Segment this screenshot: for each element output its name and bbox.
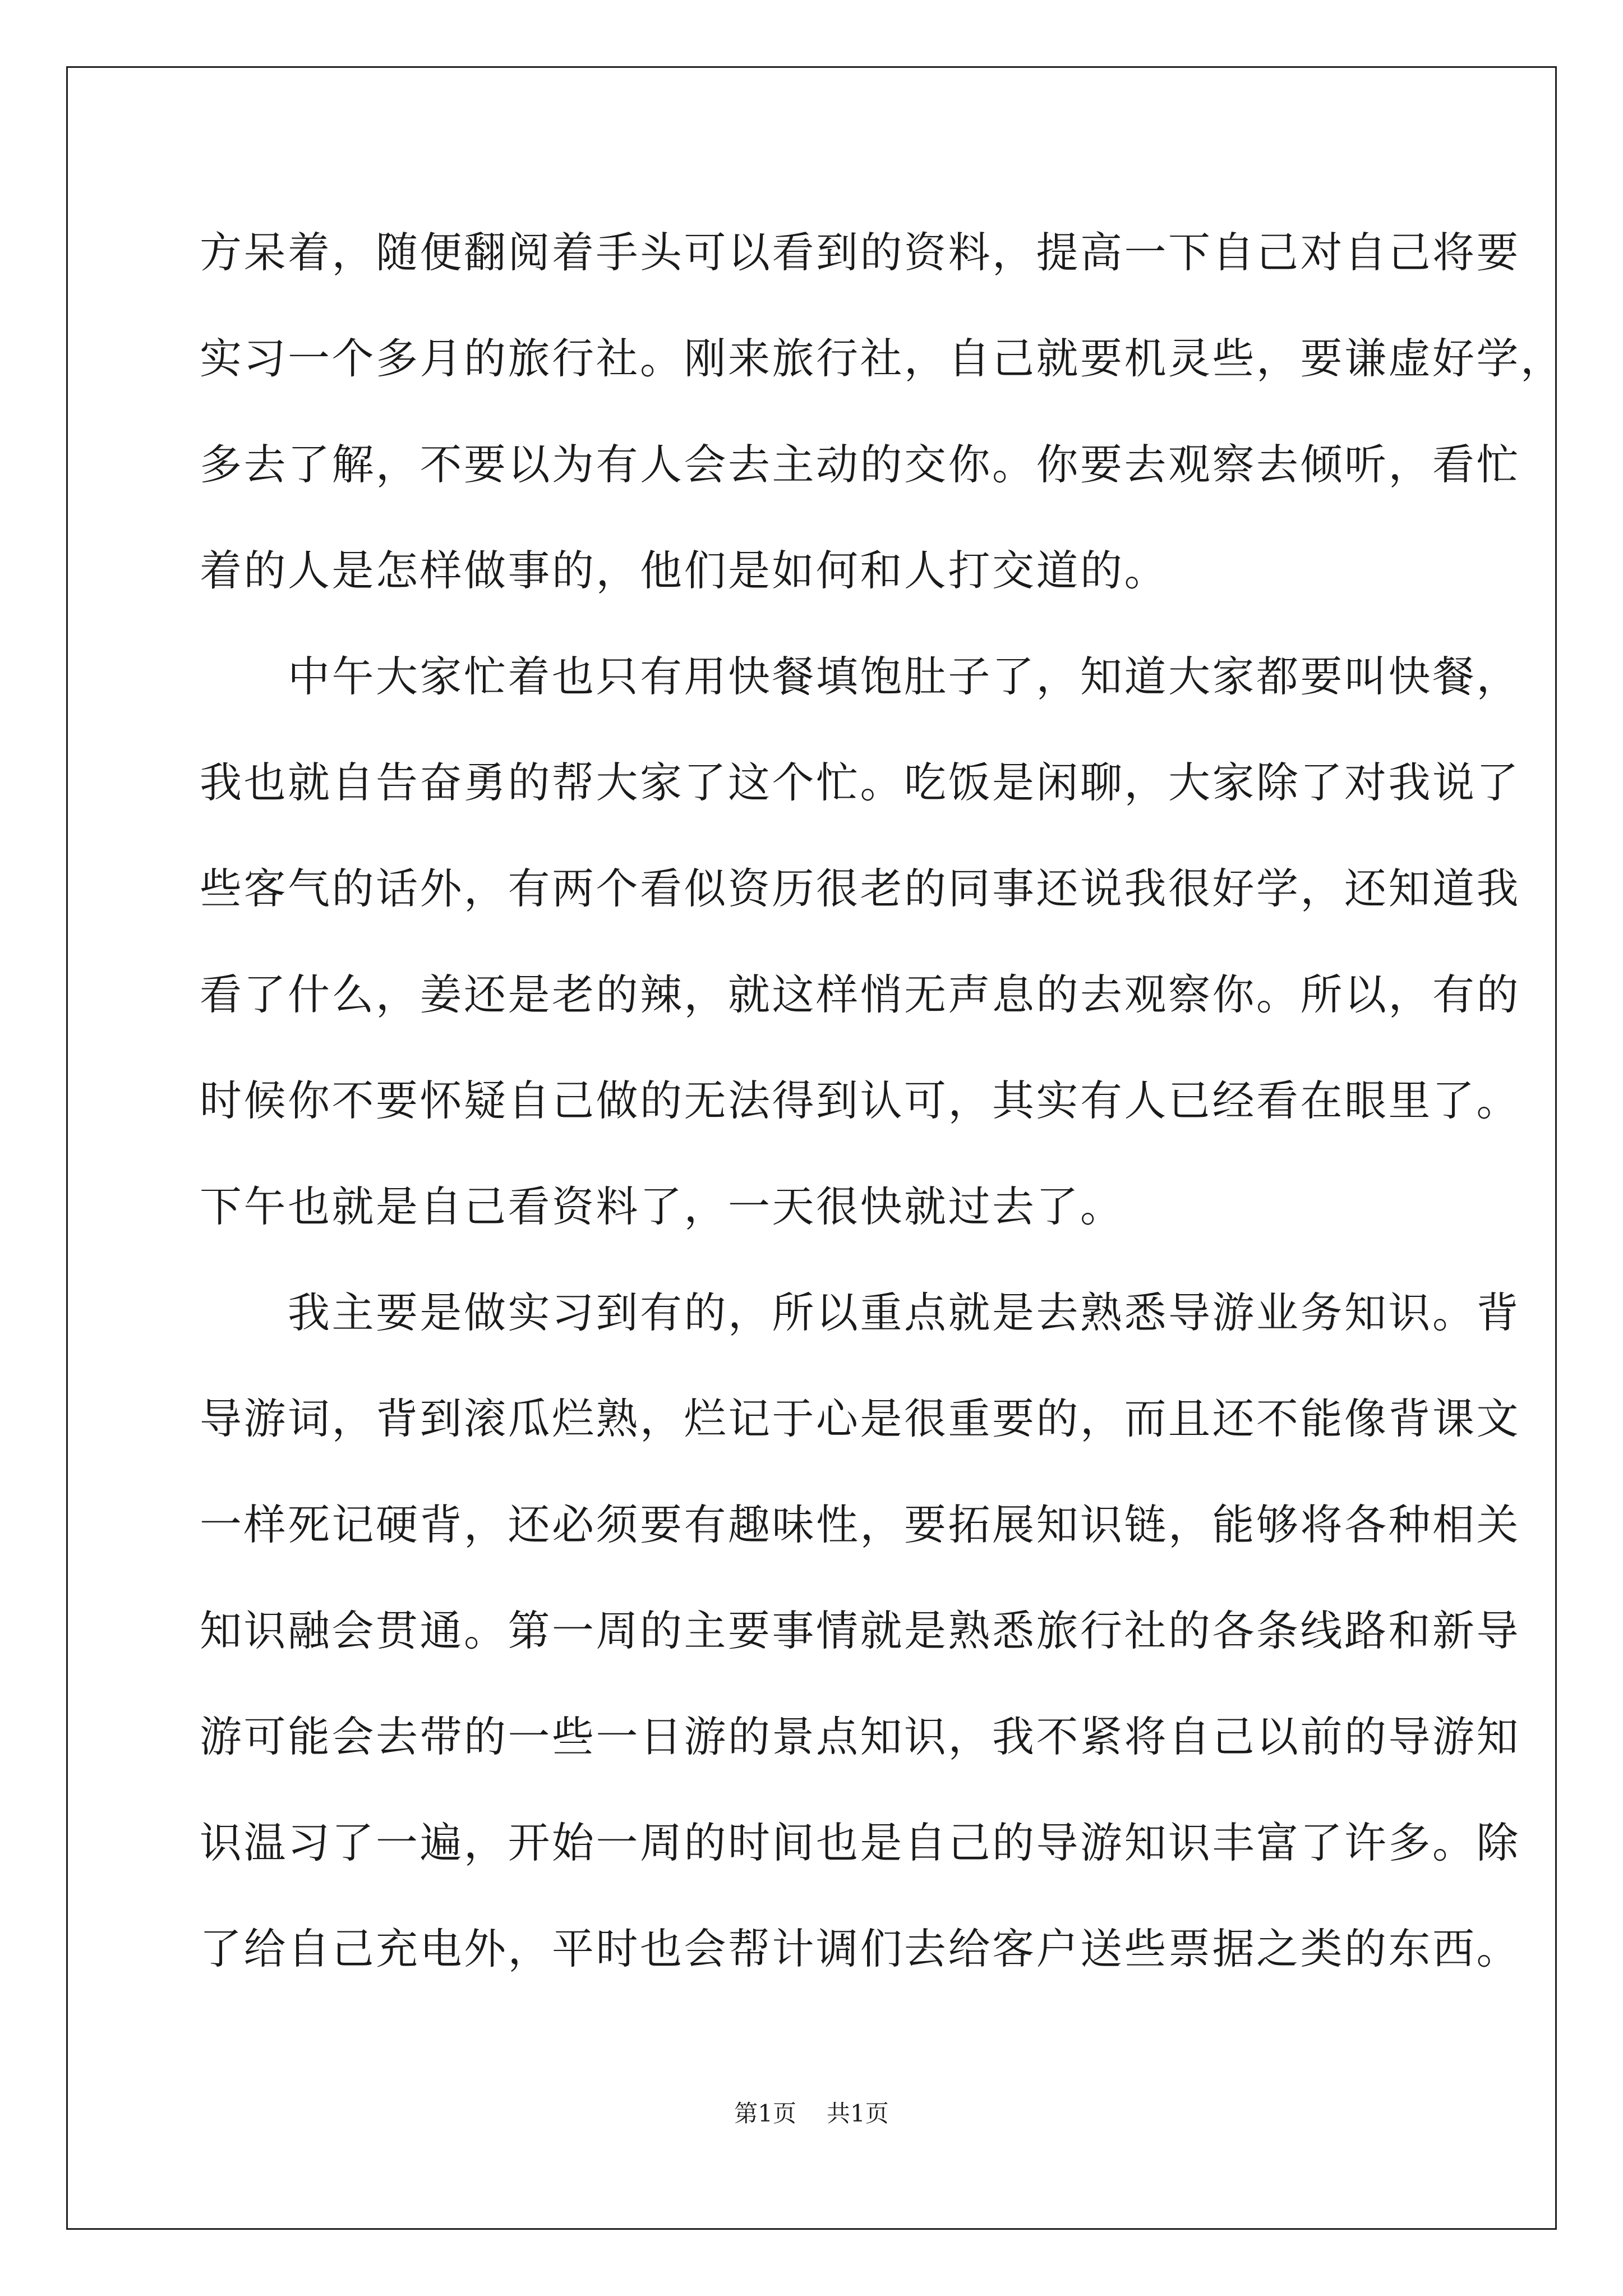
page-number-total: 共1页 [827,2100,889,2127]
text-line: 方呆着，随便翻阅着手头可以看到的资料，提高一下自己对自己将要 [200,228,1521,277]
text-line: 下午也就是自己看资料了，一天很快就过去了。 [200,1182,1124,1231]
page-number-current: 第1页 [734,2100,796,2127]
text-line: 中午大家忙着也只有用快餐填饱肚子了，知道大家都要叫快餐， [200,652,1521,701]
text-line: 多去了解，不要以为有人会去主动的交你。你要去观察去倾听，看忙 [200,440,1521,489]
text-line: 了给自己充电外，平时也会帮计调们去给客户送些票据之类的东西。 [200,1924,1521,1973]
text-line: 些客气的话外，有两个看似资历很老的同事还说我很好学，还知道我 [200,864,1521,913]
text-line: 游可能会去带的一些一日游的景点知识，我不紧将自己以前的导游知 [200,1712,1521,1761]
text-line: 识温习了一遍，开始一周的时间也是自己的导游知识丰富了许多。除 [200,1818,1521,1867]
text-line: 实习一个多月的旅行社。刚来旅行社，自己就要机灵些，要谦虚好学， [200,334,1565,383]
text-line: 导游词，背到滚瓜烂熟，烂记于心是很重要的，而且还不能像背课文 [200,1394,1521,1443]
text-line: 我主要是做实习到有的，所以重点就是去熟悉导游业务知识。背 [200,1288,1521,1337]
text-line: 时候你不要怀疑自己做的无法得到认可，其实有人已经看在眼里了。 [200,1076,1521,1125]
text-line: 着的人是怎样做事的，他们是如何和人打交道的。 [200,546,1169,595]
text-line: 知识融会贯通。第一周的主要事情就是熟悉旅行社的各条线路和新导 [200,1606,1521,1655]
text-line: 一样死记硬背，还必须要有趣味性，要拓展知识链，能够将各种相关 [200,1500,1521,1549]
page-border [66,66,1557,2230]
text-line: 我也就自告奋勇的帮大家了这个忙。吃饭是闲聊，大家除了对我说了 [200,758,1521,807]
text-line: 看了什么，姜还是老的辣，就这样悄无声息的去观察你。所以，有的 [200,970,1521,1019]
page-footer [0,2097,1623,2131]
